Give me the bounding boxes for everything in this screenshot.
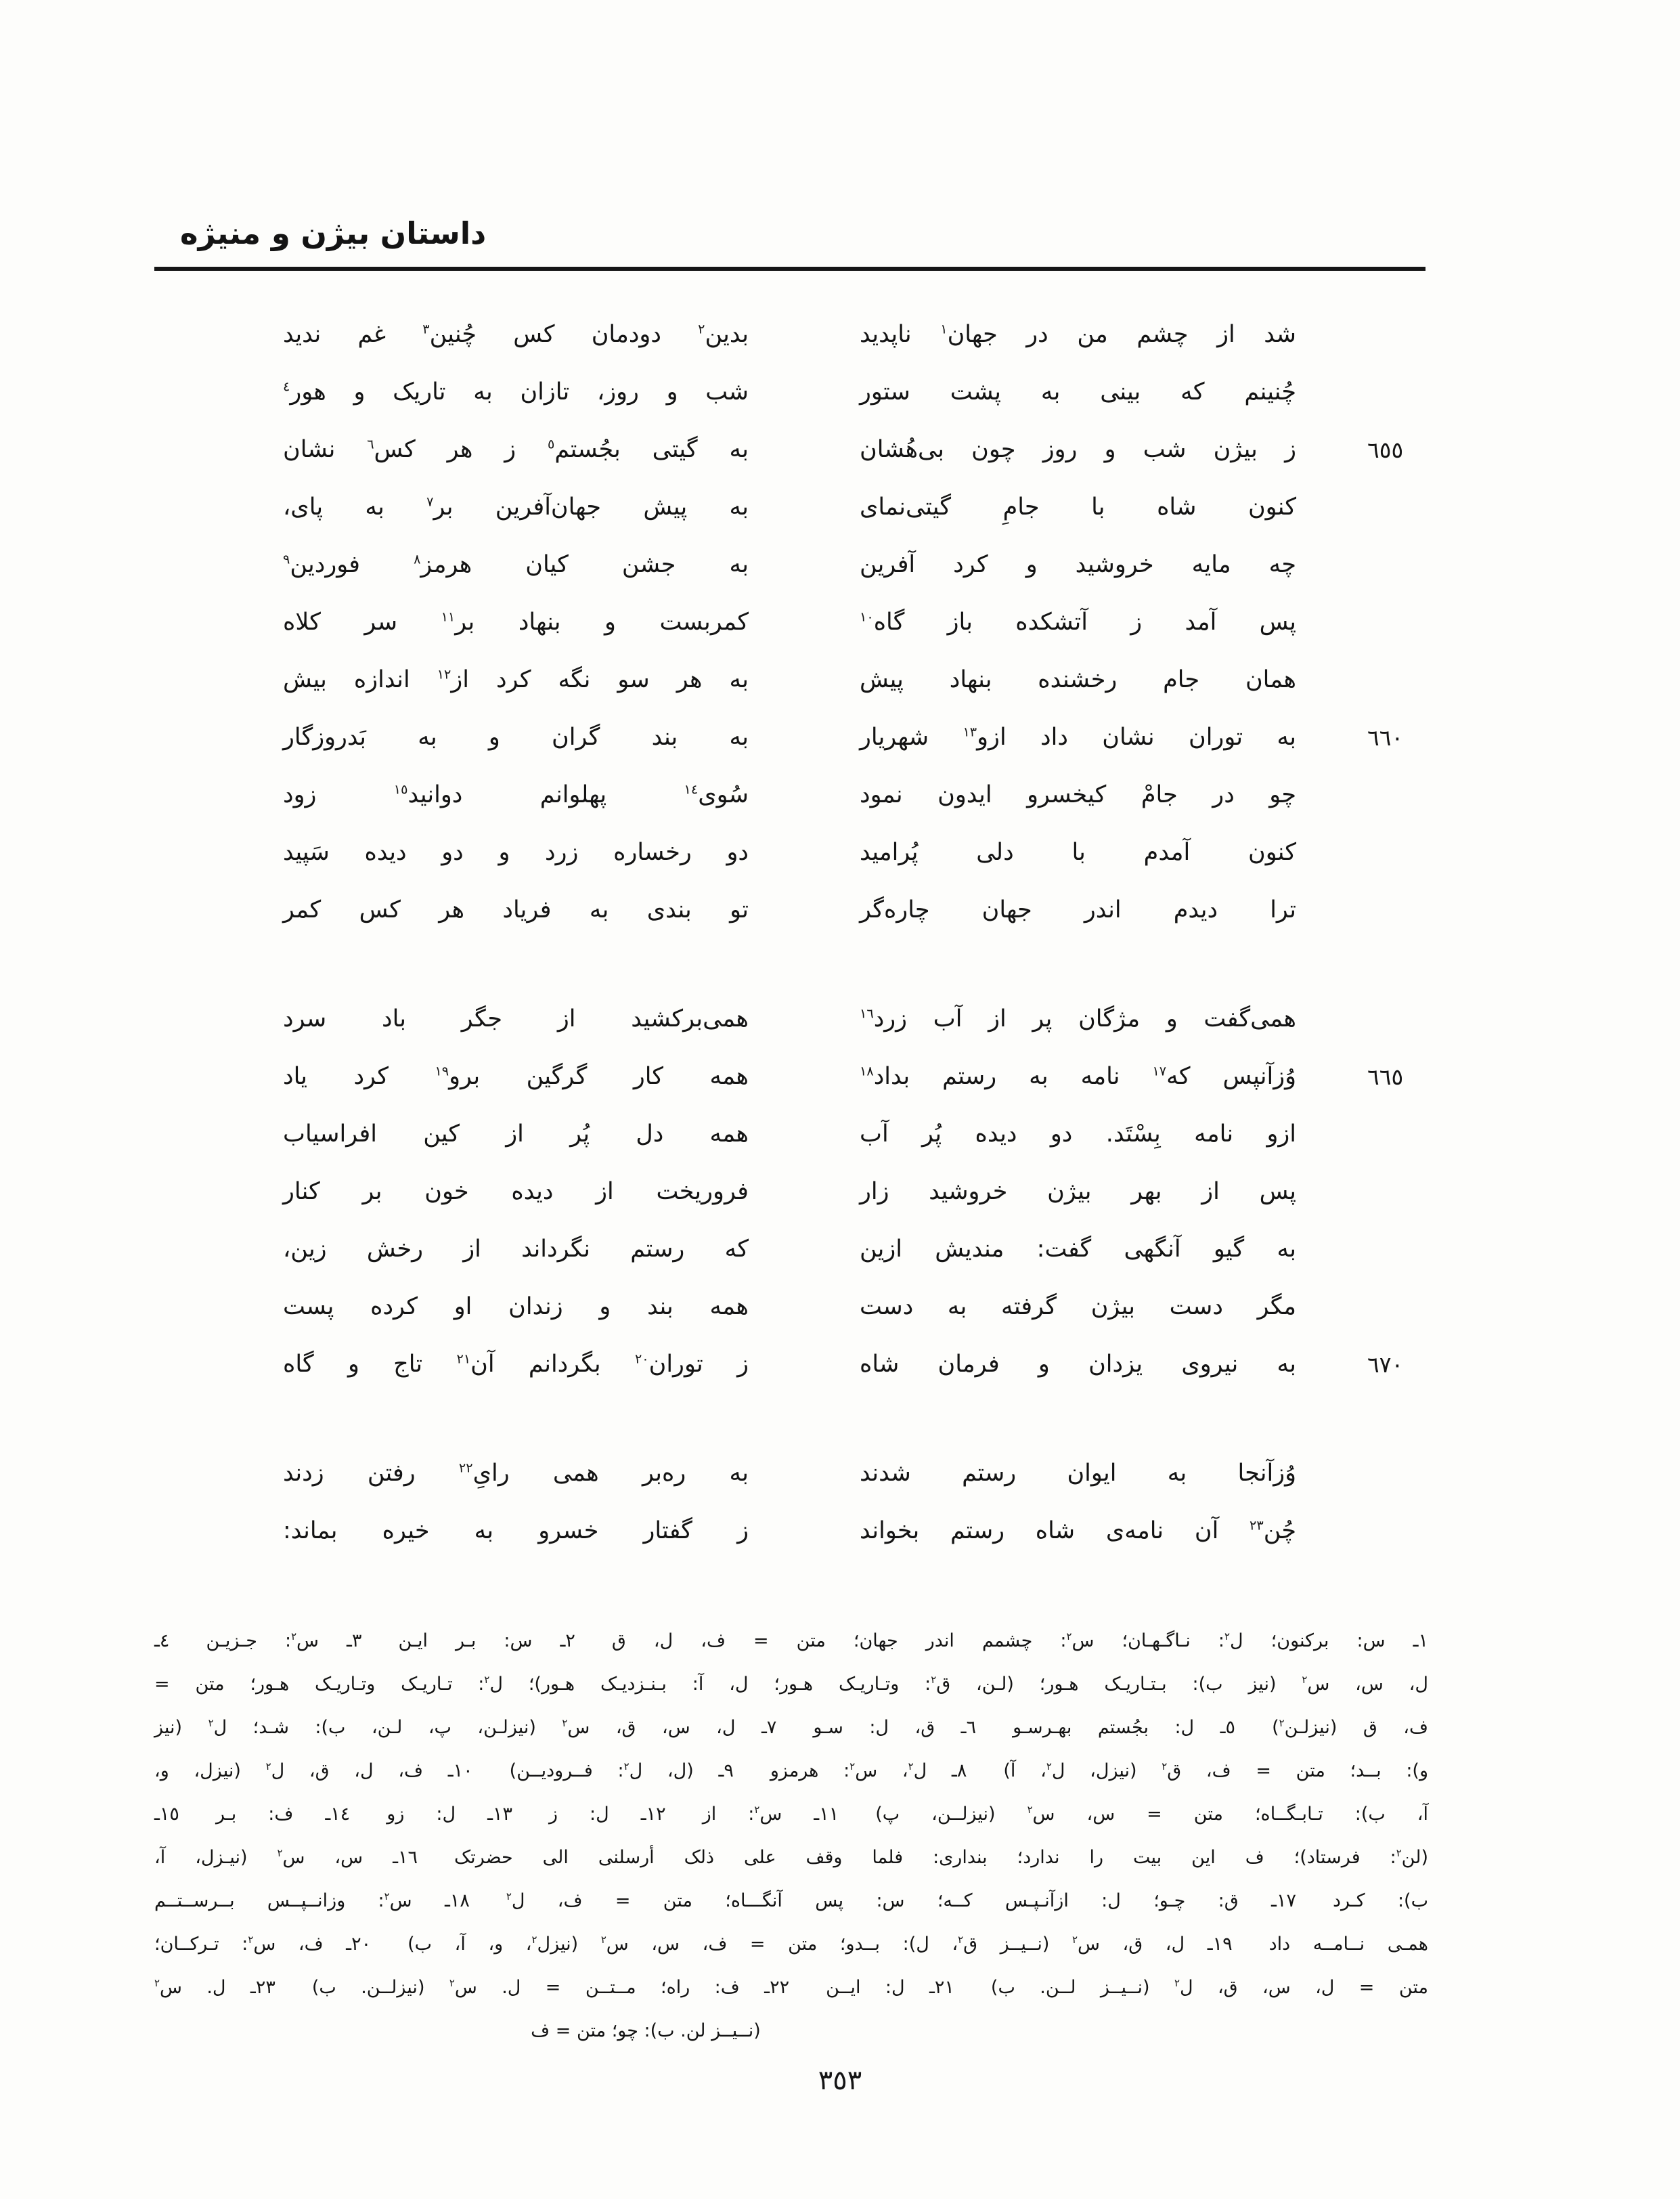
verse-row bbox=[154, 766, 1428, 824]
verse-row bbox=[154, 824, 1428, 881]
hemistich-left: ز توران$^{٢٠}$ بگردانم آن$^{٢١}$ تاج و گاه bbox=[283, 1351, 749, 1378]
footnote-line: ل، س، س$^٢$ (نیز ب): بـتـاریـک هـور؛ (لـن، ق$^٢$: وتـاریـک هـور؛ ل، آ: بـنـزدیـک هـور)؛ ل$^٢$: تـاریـک وتـاریـک هـور؛ متن = bbox=[154, 1674, 1428, 1695]
hemistich-left: به پیش جهان‌آفرین بر$^٧$ به پای، bbox=[283, 494, 749, 521]
hemistich-right: پس آمد ز آتشکده باز گاه$^{١٠}$ bbox=[860, 609, 1296, 636]
footnote-line: ف، ق (نیزلـن$^٢$) ٥ـ ل: بجُستم بهـرسـو ٦ـ ق، ل: سـو ٧ـ ل، س، ق، س$^٢$ (نیزلـن، پ، لـن، ب): شـد؛ ل$^٢$ (نیز bbox=[154, 1717, 1428, 1738]
hemistich-right: به توران نشان داد ازو$^{١٣}$ شهریار bbox=[860, 724, 1297, 751]
hemistich-right: وُزآنپس که$^{١٧}$ نامه به رستم بداد$^{١٨}$ bbox=[860, 1063, 1296, 1090]
verse-row bbox=[154, 1048, 1428, 1106]
hemistich-left: به هر سو نگه کرد از$^{١٢}$ اندازه بیش bbox=[283, 666, 749, 693]
footnote-line: ب): کـرد ١٧ـ ق: چـو؛ ل: ازآنـپـس کــه؛ س: پس آنگـــاه؛ متن = ف، ل$^٢$ ١٨ـ س$^٢$: وزانــپــس بــرســتــم bbox=[154, 1890, 1429, 1911]
verse-row bbox=[154, 364, 1428, 421]
verse-row bbox=[154, 990, 1428, 1048]
page-number: ٣٥٣ bbox=[818, 2065, 862, 2096]
verse-row bbox=[154, 1445, 1428, 1502]
hemistich-right: چُنینم که بینی به پشت ستور bbox=[860, 378, 1296, 406]
footnote-line: (نــیــز لن. ب): چو؛ متن = ف bbox=[531, 2020, 761, 2041]
hemistich-left: ز گفتار خسرو به خیره بماند: bbox=[283, 1517, 749, 1544]
footnote-line: متن = ل، س، ق، ل$^٢$ (نــیــز لــن. ب) ٢١ـ ل: ایــن ٢٢ـ ف: راه؛ مــتــن = ل. س$^٢$ (نیزلــن. ب) ٢٣ـ ل. س$^٢$ bbox=[154, 1977, 1428, 1998]
running-head-title: داستان بیژن و منیژه bbox=[180, 215, 487, 251]
verse-row bbox=[154, 1278, 1428, 1336]
verse-row bbox=[154, 421, 1428, 479]
verse-number: ٦٦٠ bbox=[1367, 724, 1404, 751]
hemistich-right: کنون شاه با جامِ گیتی‌نمای bbox=[860, 494, 1296, 521]
hemistich-right: به گیو آنگهی گفت: مندیش ازین bbox=[860, 1236, 1296, 1263]
hemistich-right: کنون آمدم با دلی پُرامید bbox=[860, 839, 1296, 866]
hemistich-left: سُوی$^{١٤}$ پهلوانم دوانید$^{١٥}$ زود bbox=[283, 781, 749, 808]
verse-number: ٦٧٠ bbox=[1367, 1351, 1404, 1378]
verse-row bbox=[154, 1163, 1428, 1221]
poem-block bbox=[154, 306, 1428, 1560]
hemistich-right: ترا دیدم اندر جهان چاره‌گر bbox=[860, 896, 1296, 923]
verse-row bbox=[154, 651, 1428, 709]
hemistich-right: همی‌گفت و مژگان پر از آب زرد$^{١٦}$ bbox=[860, 1005, 1296, 1032]
verse-row bbox=[154, 881, 1428, 939]
hemistich-right: ازو نامه بِسْتَد. دو دیده پُر آب bbox=[860, 1120, 1296, 1148]
verse-row bbox=[154, 709, 1428, 766]
hemistich-left: به بند گران و به بَدروزگار bbox=[283, 724, 749, 751]
hemistich-right: همان جام رخشنده بنهاد پیش bbox=[860, 666, 1296, 693]
verse-number: ٦٦٥ bbox=[1367, 1064, 1404, 1090]
hemistich-left: همه بند و زندان او کرده پست bbox=[283, 1293, 749, 1320]
verse-row bbox=[154, 479, 1428, 536]
verse-number: ٦٥٥ bbox=[1367, 437, 1404, 463]
hemistich-left: که رستم نگرداند از رخش زین، bbox=[283, 1236, 749, 1263]
hemistich-right: چه مایه خروشید و کرد آفرین bbox=[860, 551, 1296, 578]
header-divider bbox=[154, 267, 1425, 271]
hemistich-left: به ره‌بر همی رایِ$^{٢٢}$ رفتن زدند bbox=[283, 1460, 749, 1487]
hemistich-right: وُزآنجا به ایوان رستم شدند bbox=[860, 1460, 1296, 1487]
verse-row bbox=[154, 1221, 1428, 1278]
stanza-gap bbox=[154, 1393, 1428, 1445]
hemistich-left: تو بندی به فریاد هر کس کمر bbox=[283, 896, 749, 923]
footnote-line: همـی نــامــه داد ١٩ـ ل، ق، س$^٢$ (نــیــز ق$^٢$، ل): بــدو؛ متن = ف، س، س$^٢$ (نیزل$^٢$، و، آ، ب) ٢٠ـ ف، س$^٢$: تـرکــان؛ bbox=[154, 1934, 1428, 1955]
hemistich-left: فروریخت از دیده خون بر کنار bbox=[283, 1178, 749, 1205]
footnote-line: و): بــد؛ متن = ف، ق$^٢$ (نیزل، ل$^٢$، آ) ٨ـ ل$^٢$، س$^٢$: هرمزو ٩ـ (ل، ل$^٢$: فــرودیــن) ١٠ـ ف، ل، ق، ل$^٢$ (نیزل، و، bbox=[154, 1760, 1428, 1781]
hemistich-left: شب و روز، تازان به تاریک و هور$^٤$ bbox=[283, 378, 749, 406]
verse-row bbox=[154, 536, 1428, 594]
hemistich-left: بدین$^٢$ دودمان کس چُنین$^٣$ غم ندید bbox=[283, 321, 749, 348]
critical-apparatus bbox=[154, 1619, 1428, 2053]
footnote-line: (لن$^٢$: فرستاد)؛ ف این بیت را ندارد؛ بنداری: فلما وقف علی ذلک أرسلنی الی حضرتک ١٦ـ س، س$^٢$ (نیـزل، آ، bbox=[154, 1847, 1428, 1868]
hemistich-right: شد از چشم من در جهان$^١$ ناپدید bbox=[860, 321, 1296, 348]
hemistich-right: مگر دست بیژن گرفته به دست bbox=[860, 1293, 1296, 1320]
hemistich-left: همه کار گرگین برو$^{١٩}$ کرد یاد bbox=[283, 1063, 749, 1090]
hemistich-right: چو در جامْ کیخسرو ایدون نمود bbox=[860, 781, 1296, 808]
verse-row bbox=[154, 306, 1428, 364]
stanza-gap bbox=[154, 939, 1428, 990]
footnote-line: ١ـ س: برکنون؛ ل$^٢$: نـاگـهـان؛ س$^٢$: چشمم اندر جهان؛ متن = ف، ل، ق ٢ـ س: بـر ایـن ٣ـ س$^٢$: جـزیـن ٤ـ bbox=[154, 1630, 1429, 1651]
verse-row bbox=[154, 1106, 1428, 1163]
hemistich-right: ز بیژن شب و روز چون بی‌هُشان bbox=[860, 436, 1296, 463]
hemistich-left: به جشن کیان هرمز$^٨$ فوردین$^٩$ bbox=[283, 551, 749, 578]
hemistich-right: پس از بهر بیژن خروشید زار bbox=[860, 1178, 1296, 1205]
verse-row bbox=[154, 594, 1428, 651]
hemistich-left: دو رخساره زرد و دو دیده سَپید bbox=[283, 839, 749, 866]
hemistich-left: کمربست و بنهاد بر$^{١١}$ سر کلاه bbox=[283, 609, 749, 636]
hemistich-right: به نیروی یزدان و فرمان شاه bbox=[860, 1351, 1296, 1378]
hemistich-left: به گیتی بجُستم$^٥$ ز هر کس$^٦$ نشان bbox=[283, 436, 749, 463]
hemistich-right: چُن$^{٢٣}$ آن نامه‌ی شاه رستم بخواند bbox=[860, 1517, 1296, 1544]
hemistich-left: همی‌برکشید از جگر باد سرد bbox=[283, 1005, 749, 1032]
footnote-line: آ، ب): تـابـگــاه؛ متن = س، س$^٢$ (نیزلــن، پ) ١١ـ س$^٢$: از ١٢ـ ل: ز ١٣ـ ل: زو ١٤ـ ف: بـر ١٥ـ bbox=[154, 1804, 1428, 1825]
verse-row bbox=[154, 1502, 1428, 1560]
hemistich-left: همه دل پُر از کین افراسیاب bbox=[283, 1120, 749, 1148]
verse-row bbox=[154, 1336, 1428, 1393]
